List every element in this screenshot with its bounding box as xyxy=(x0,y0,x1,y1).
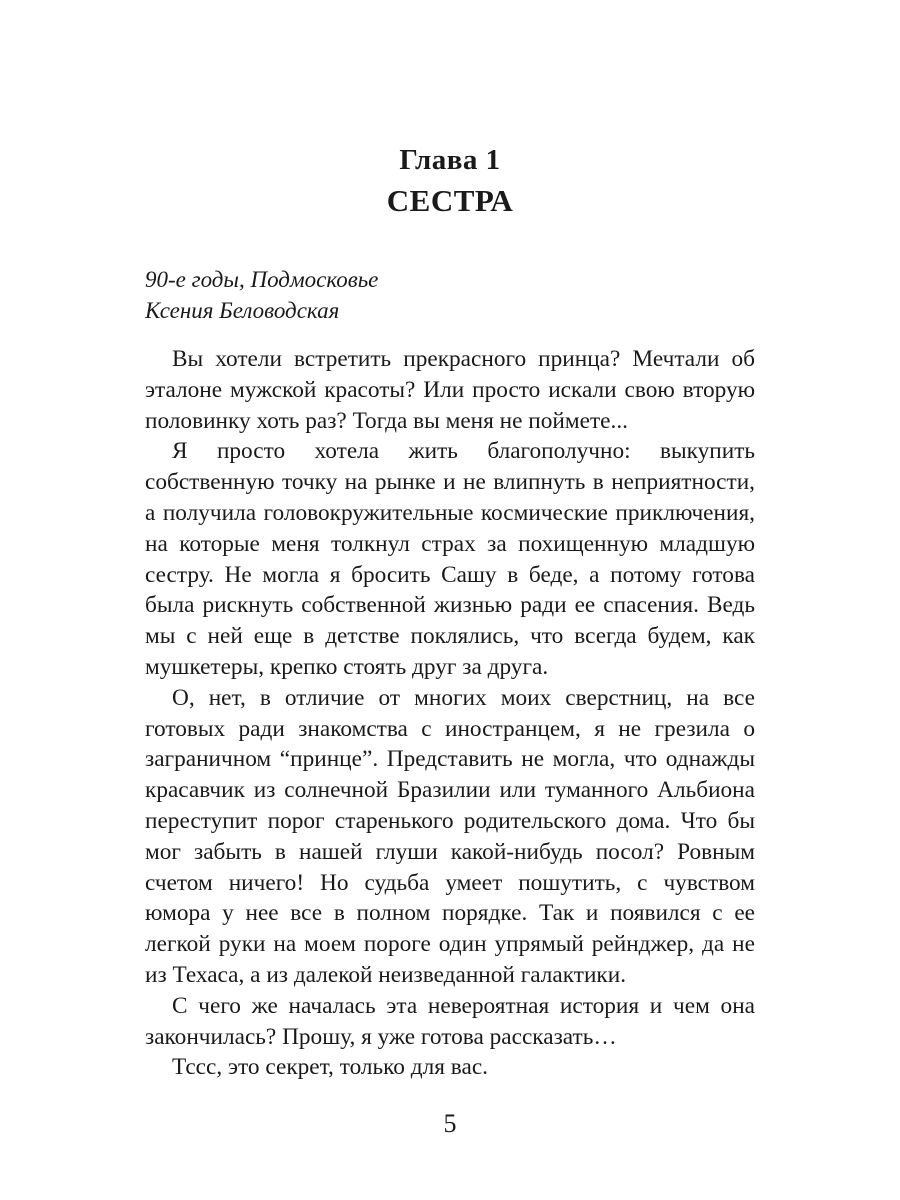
paragraph: Вы хотели встретить прекрасного принца? Мечтали об эталоне мужской красоты? Или просто искали свою вторую половинку хоть раз? Тогда вы меня не поймете... xyxy=(145,346,755,434)
chapter-title: СЕСТРА xyxy=(386,183,514,218)
epigraph-narrator: Ксения Беловодская xyxy=(145,298,340,323)
body-text xyxy=(145,344,755,1083)
paragraph: О, нет, в отличие от многих моих сверстниц, на все готовых ради знакомства с иностранцем, я не грезила о заграничном “принце”. Представить не могла, что однажды красавчик из солнечной Бразилии или туманного Альбиона переступит порог старенького родительского дома. Что бы мог забыть в нашей глуши какой-нибудь посол? Ровным счетом ничего! Но судьба умеет пошутить, с чувством юмора у нее все в полном порядке. Так и появился с ее легкой руки на моем пороге один упрямый рейнджер, да не из Техаса, а из далекой неизведанной галактики. xyxy=(145,684,755,988)
epigraph-setting: 90-е годы, Подмосковье xyxy=(145,267,379,292)
paragraph: Я просто хотела жить благополучно: выкупить собственную точку на рынке и не влипнуть в неприятности, а получила головокружительные космические приключения, на которые меня толкнул страх за похищенную младшую сестру. Не могла я бросить Сашу в беде, а потому готова была рискнуть собственной жизнью ради ее спасения. Ведь мы с ней еще в детстве поклялись, что всегда будем, как мушкетеры, крепко стоять друг за друга. xyxy=(145,438,755,680)
chapter-number: Глава 1 xyxy=(399,144,501,176)
paragraph: Тссс, это секрет, только для вас. xyxy=(172,1054,488,1081)
page-content xyxy=(145,140,755,1083)
epigraph xyxy=(145,264,755,326)
paragraph: С чего же началась эта невероятная история и чем она закончилась? Прошу, я уже готова рассказать… xyxy=(145,992,755,1050)
page-number: 5 xyxy=(443,1109,457,1138)
